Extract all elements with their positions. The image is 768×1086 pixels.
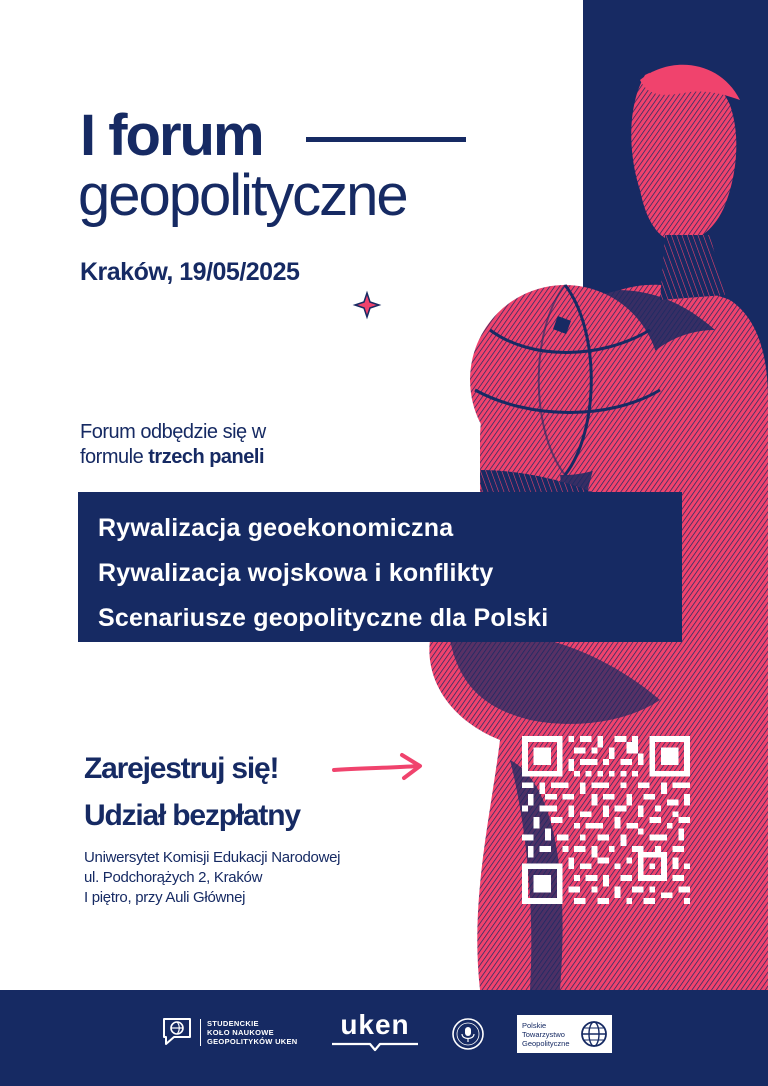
star-icon: [355, 293, 379, 317]
call-to-action: [84, 745, 300, 839]
logo-skn: [160, 1015, 298, 1049]
free-label: Udział bezpłatny: [84, 799, 300, 832]
intro-text: [80, 420, 266, 470]
panel-item: Rywalizacja geoekonomiczna: [98, 514, 454, 542]
intro-line-2-regular: formule: [80, 446, 149, 468]
ptg-text: [522, 1021, 580, 1048]
intro-line-1: Forum odbędzie się w: [80, 421, 266, 443]
logo-uken: [330, 1010, 420, 1058]
intro-line-2-bold: trzech paneli: [148, 446, 265, 468]
ptg-line: Polskie: [522, 1020, 547, 1030]
register-label: Zarejestruj się!: [84, 752, 279, 785]
panels-box: [78, 492, 682, 642]
book-icon: [330, 1041, 420, 1053]
seal-icon: [451, 1017, 485, 1051]
intro-line-2: [80, 445, 266, 470]
venue-address: [84, 848, 340, 908]
uken-wordmark: uken: [340, 1009, 410, 1040]
qr-code-icon[interactable]: [522, 736, 690, 904]
address-line: ul. Podchorążych 2, Kraków: [84, 869, 263, 886]
ptg-line: Geopolityczne: [522, 1038, 570, 1048]
title-line-1: I forum: [80, 103, 263, 168]
title-rule: [306, 137, 466, 142]
address-line: I piętro, przy Auli Głównej: [84, 889, 246, 906]
date-location: Kraków, 19/05/2025: [80, 258, 300, 286]
skn-text: [200, 1019, 298, 1046]
globe-icon: [580, 1020, 608, 1048]
panel-item: Rywalizacja wojskowa i konflikty: [98, 559, 494, 587]
skn-line: GEOPOLITYKÓW UKEN: [207, 1036, 298, 1046]
panel-item: Scenariusze geopolityczne dla Polski: [98, 604, 549, 632]
skn-line: STUDENCKIE: [207, 1018, 259, 1028]
arrow-right-icon: [330, 750, 425, 784]
skn-line: KOŁO NAUKOWE: [207, 1027, 274, 1037]
logo-ptg: [517, 1015, 612, 1053]
address-line: Uniwersytet Komisji Edukacji Narodowej: [84, 849, 341, 866]
chat-globe-icon: [160, 1015, 194, 1049]
ptg-line: Towarzystwo: [522, 1029, 565, 1039]
title-line-2: geopolityczne: [78, 163, 407, 228]
